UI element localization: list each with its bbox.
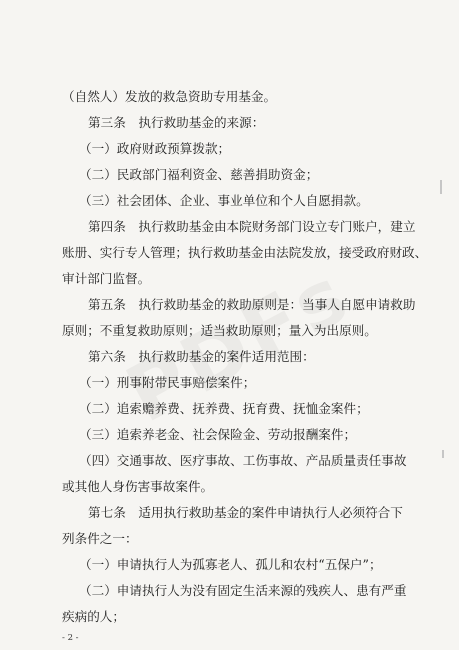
- text-line: 第七条 适用执行救助基金的案件申请执行人必须符合下: [88, 505, 403, 520]
- text-line: （一）政府财政预算拨款；: [79, 141, 231, 156]
- text-line: 账册、实行专人管理；执行救助基金由法院发放，接受政府财政、: [62, 245, 428, 260]
- text-line: （一）刑事附带民事赔偿案件；: [79, 375, 256, 390]
- text-line: （三）社会团体、企业、事业单位和个人自愿捐款。: [79, 193, 369, 208]
- text-line: （一）申请执行人为孤寡老人、孤儿和农村“五保户”；: [79, 557, 382, 572]
- text-line: （二）民政部门福利资金、慈善捐助资金；: [79, 167, 319, 182]
- text-line: 列条件之一：: [62, 531, 138, 546]
- text-line: 第四条 执行救助基金由本院财务部门设立专门账户，建立: [88, 219, 416, 234]
- text-line: （四）交通事故、医疗事故、工伤事故、产品质量责任事故: [79, 453, 407, 468]
- text-line: 疾病的人；: [62, 609, 125, 624]
- text-line: 或其他人身伤害事故案件。: [62, 479, 214, 494]
- text-line: 原则；不重复救助原则；适当救助原则；量入为出原则。: [62, 323, 377, 338]
- text-line: 审计部门监督。: [62, 271, 151, 286]
- text-line: （三）追索养老金、社会保险金、劳动报酬案件；: [79, 427, 357, 442]
- text-line: 第五条 执行救助基金的救助原则是：当事人自愿申请救助: [88, 297, 416, 312]
- page-number: - 2 -: [62, 633, 79, 643]
- text-line: （自然人）发放的救急资助专用基金。: [62, 89, 277, 104]
- text-line: （二）申请执行人为没有固定生活来源的残疾人、患有严重: [79, 583, 407, 598]
- text-line: 第六条 执行救助基金的案件适用范围：: [88, 349, 315, 364]
- text-line: （二）追索赡养费、抚养费、抚育费、抚恤金案件；: [79, 401, 369, 416]
- text-line: 第三条 执行救助基金的来源：: [88, 115, 265, 130]
